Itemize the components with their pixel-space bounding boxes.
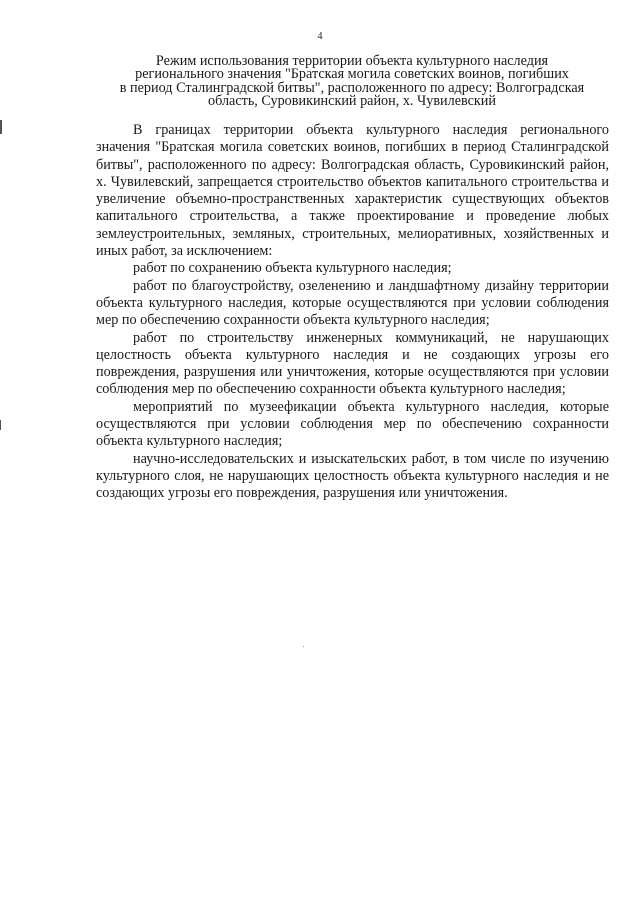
exception-item: работ по сохранению объекта культурного наследия; (133, 260, 452, 277)
exception-item: научно-исследовательских и изыскательских работ, в том числе по изучению культурного слоя, не нарушающих целостность объекта культурного наследия и не создающих угрозы его повреждения, разрушения или уничтожения. (96, 450, 609, 502)
intro-paragraph: В границах территории объекта культурного наследия регионального значения "Братская могила советских воинов, погибших в период Сталинградской битвы", расположенного по адресу: Волгоградская область, Суровикинский район, х. Чувилевский, запрещается строительство объектов капитального строительства и увеличение объемно-пространственных характеристик существующих объектов капитального строительства, а также проектирование и проведение любых землеустроительных, земляных, строительных, мелиоративных, хозяйственных и иных работ, за исключением: (96, 122, 609, 260)
exception-item: работ по строительству инженерных коммуникаций, не нарушающих целостность объекта культурного наследия и не создающих угрозы его повреждения, разрушения или уничтожения, которые осуществляются при условии соблюдения мер по обеспечению сохранности объекта культурного наследия; (96, 329, 609, 398)
document-title (96, 55, 608, 108)
title-line: область, Суровикинский район, х. Чувилевский (207, 92, 496, 109)
scan-speck (303, 646, 304, 647)
page-number: 4 (317, 31, 323, 42)
title-line: в период Сталинградской битвы", расположенного по адресу: Волгоградская (119, 79, 585, 96)
title-line: регионального значения "Братская могила советских воинов, погибших (135, 66, 569, 83)
scan-margin-mark (0, 420, 1, 430)
exception-item: мероприятий по музеефикации объекта культурного наследия, которые осуществляются при условии соблюдения мер по обеспечению сохранности объекта культурного наследия; (96, 398, 609, 450)
scan-margin-mark (0, 120, 2, 134)
title-line: Режим использования территории объекта культурного наследия (155, 53, 549, 69)
exception-item: работ по благоустройству, озеленению и ландшафтному дизайну территории объекта культурного наследия, которые осуществляются при условии соблюдения мер по обеспечению сохранности объекта культурного наследия; (96, 277, 609, 329)
document-body (96, 122, 609, 503)
